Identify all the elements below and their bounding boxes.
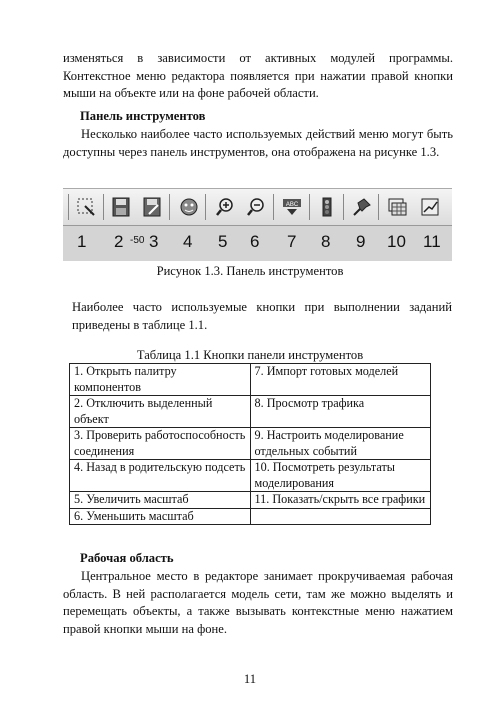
table-intro-paragraph: Наиболее часто используемые кнопки при выполнении заданий приведены в таблице 1.1. — [72, 300, 452, 332]
svg-text:ABC: ABC — [285, 202, 299, 208]
toolbar-separator — [205, 194, 206, 220]
table-title: Таблица 1.1 Кнопки панели инструментов — [136, 348, 364, 362]
disk-edit-icon[interactable] — [140, 195, 164, 219]
table-cell: 11. Показать/скрыть все графики — [250, 492, 431, 509]
toolbar-number: 8 — [321, 232, 331, 251]
toolbar-number: 9 — [356, 232, 366, 251]
table-cell: 4. Назад в родительскую подсеть — [70, 460, 251, 492]
toolbar-separator — [68, 194, 69, 220]
face-icon[interactable] — [177, 195, 201, 219]
toolbar-number: 1 — [77, 232, 87, 251]
workspace-paragraph: Центральное место в редакторе занимает прокручиваемая рабочая область. В ней располагается модель сети, там же можно выделять и перемещать объекты, а также вызывать контекстные меню нажатием правой кнопки мыши на фоне. — [63, 569, 453, 636]
table-cell: 5. Увеличить масштаб — [70, 492, 251, 509]
toolbar-number: 5 — [218, 232, 228, 251]
disk-icon[interactable] — [109, 195, 133, 219]
chart-icon[interactable] — [418, 195, 442, 219]
pin-icon[interactable] — [350, 195, 374, 219]
table-cell: 1. Открыть палитру компонентов — [70, 364, 251, 396]
table-cell: 6. Уменьшить масштаб — [70, 508, 251, 525]
table-cell: 8. Просмотр трафика — [250, 396, 431, 428]
toolbar-separator — [343, 194, 344, 220]
page-number: 11 — [243, 672, 257, 686]
buttons-table — [69, 363, 431, 525]
toolbar-strip — [63, 189, 452, 226]
intro-paragraph: изменяться в зависимости от активных модулей программы. Контекстное меню редактора появляется при нажатии правой кнопки мыши на объекте или на фоне рабочей области. — [63, 51, 453, 100]
toolbar-paragraph: Несколько наиболее часто используемых действий меню могут быть доступны через панель инструментов, она отображена на рисунке 1.3. — [63, 127, 453, 159]
zoom-in-icon[interactable] — [213, 195, 237, 219]
table-cell: 2. Отключить выделенный объект — [70, 396, 251, 428]
grid-icon[interactable] — [385, 195, 409, 219]
table-row — [70, 492, 431, 509]
table-row — [70, 428, 431, 460]
table-row — [70, 508, 431, 525]
toolbar-separator — [169, 194, 170, 220]
toolbar-number: 6 — [250, 232, 260, 251]
table-cell — [250, 508, 431, 525]
toolbar-number: 7 — [287, 232, 297, 251]
table-cell: 10. Посмотреть результаты моделирования — [250, 460, 431, 492]
select-icon[interactable] — [74, 195, 98, 219]
abc-icon[interactable] — [280, 195, 304, 219]
table-row — [70, 460, 431, 492]
zoom-out-icon[interactable] — [244, 195, 268, 219]
table-row — [70, 396, 431, 428]
section-heading-toolbar: Панель инструментов — [80, 109, 206, 123]
figure-caption: Рисунок 1.3. Панель инструментов — [156, 264, 344, 278]
toolbar-separator — [378, 194, 379, 220]
table-cell: 3. Проверить работоспособность соединения — [70, 428, 251, 460]
toolbar-figure — [63, 188, 452, 261]
table-cell: 7. Импорт готовых моделей — [250, 364, 431, 396]
toolbar-separator — [103, 194, 104, 220]
section-heading-workspace: Рабочая область — [80, 551, 174, 565]
table-row — [70, 364, 431, 396]
toolbar-number: 2 — [114, 232, 124, 251]
table-cell: 9. Настроить моделирование отдельных событий — [250, 428, 431, 460]
traffic-icon[interactable] — [315, 195, 339, 219]
toolbar-number: 4 — [183, 232, 193, 251]
toolbar-number: 3 — [149, 232, 159, 251]
toolbar-number: 10 — [387, 232, 406, 251]
toolbar-separator — [309, 194, 310, 220]
toolbar-small-label: -50 — [130, 235, 145, 246]
toolbar-separator — [273, 194, 274, 220]
toolbar-number: 11 — [423, 232, 441, 251]
